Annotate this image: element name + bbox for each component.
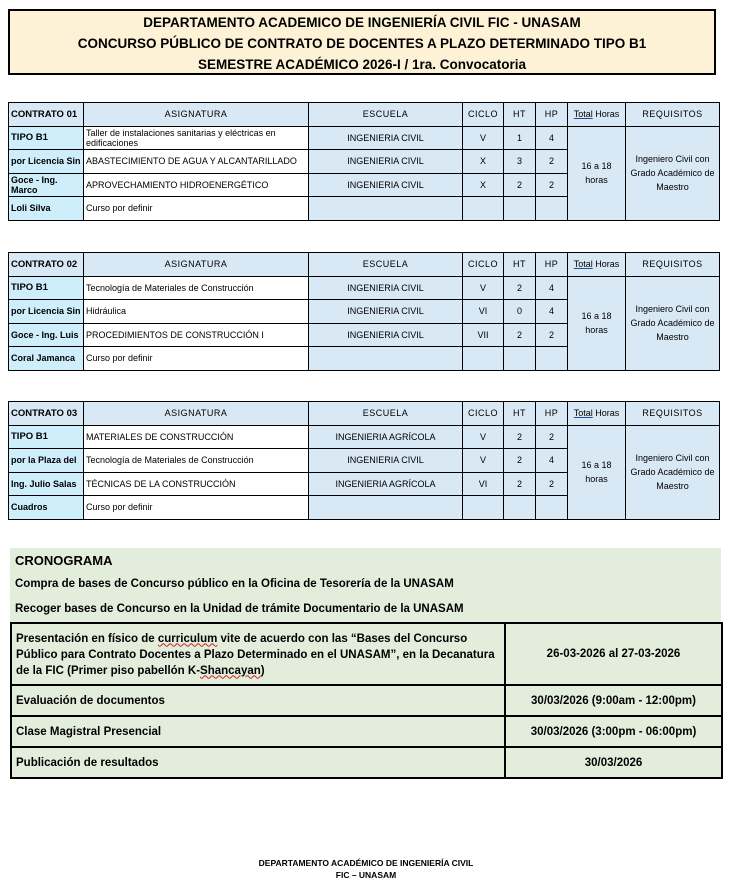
escuela-cell: INGENIERIA AGRÍCOLA xyxy=(309,472,463,496)
col-horas-word: Horas xyxy=(592,109,620,120)
table-row xyxy=(9,276,720,300)
schedule-date: 26-03-2026 al 27-03-2026 xyxy=(505,623,722,685)
escuela-cell: INGENIERIA CIVIL xyxy=(309,449,463,473)
col-escuela: ESCUELA xyxy=(309,253,463,277)
col-hp: HP xyxy=(536,402,568,426)
col-ht: HT xyxy=(504,253,536,277)
schedule-row xyxy=(11,623,722,685)
hp-cell: 4 xyxy=(536,449,568,473)
ciclo-cell: V xyxy=(463,449,504,473)
ht-cell xyxy=(504,197,536,221)
ciclo-cell: VI xyxy=(463,472,504,496)
col-total-word: Total xyxy=(573,109,593,120)
asignatura-cell: PROCEDIMIENTOS DE CONSTRUCCIÓN I xyxy=(84,323,309,347)
schedule-activity: Clase Magistral Presencial xyxy=(11,716,505,747)
ciclo-cell: X xyxy=(463,150,504,174)
header-line-2: CONCURSO PÚBLICO DE CONTRATO DE DOCENTES A PLAZO DETERMINADO TIPO B1 xyxy=(77,36,647,51)
ht-cell: 2 xyxy=(504,449,536,473)
contract-side-text: Goce - Ing. Luis xyxy=(9,323,84,347)
col-total-horas xyxy=(568,402,626,426)
requisitos-text: Ingeniero Civil con Grado Académico de Maestro xyxy=(626,276,720,370)
hp-cell: 4 xyxy=(536,300,568,324)
asignatura-cell: MATERIALES DE CONSTRUCCIÓN xyxy=(84,425,309,449)
schedule-date: 30/03/2026 (3:00pm - 06:00pm) xyxy=(505,716,722,747)
asignatura-cell: Taller de instalaciones sanitarias y eléctricas en edificaciones xyxy=(84,126,309,150)
hp-cell xyxy=(536,197,568,221)
ciclo-cell xyxy=(463,496,504,520)
ciclo-cell: V xyxy=(463,126,504,150)
asignatura-cell: ABASTECIMIENTO DE AGUA Y ALCANTARILLADO xyxy=(84,150,309,174)
ht-cell: 1 xyxy=(504,126,536,150)
col-ciclo: CICLO xyxy=(463,253,504,277)
asignatura-cell: TÉCNICAS DE LA CONSTRUCCIÓN xyxy=(84,472,309,496)
schedule-row xyxy=(11,747,722,778)
contract-side-text: por Licencia Sin xyxy=(9,300,84,324)
contract-table-3 xyxy=(8,401,720,520)
escuela-cell: INGENIERIA CIVIL xyxy=(309,300,463,324)
asignatura-cell: Hidráulica xyxy=(84,300,309,324)
col-ht: HT xyxy=(504,103,536,127)
col-horas-word: Horas xyxy=(592,259,620,270)
hp-cell: 4 xyxy=(536,126,568,150)
col-total-horas xyxy=(568,103,626,127)
ciclo-cell: V xyxy=(463,276,504,300)
total-hours: 16 a 18 horas xyxy=(568,425,626,519)
asignatura-cell: Curso por definir xyxy=(84,197,309,221)
ciclo-cell xyxy=(463,197,504,221)
hp-cell: 2 xyxy=(536,173,568,197)
contract-side-text: TIPO B1 xyxy=(9,126,84,150)
escuela-cell: INGENIERIA AGRÍCOLA xyxy=(309,425,463,449)
asignatura-cell: Tecnología de Materiales de Construcción xyxy=(84,449,309,473)
ht-cell: 2 xyxy=(504,323,536,347)
total-hours: 16 a 18 horas xyxy=(568,126,626,220)
col-ciclo: CICLO xyxy=(463,103,504,127)
activity-text-b: curriculum xyxy=(157,632,218,645)
escuela-cell: INGENIERIA CIVIL xyxy=(309,173,463,197)
escuela-cell: INGENIERIA CIVIL xyxy=(309,150,463,174)
escuela-cell xyxy=(309,197,463,221)
schedule-activity: Evaluación de documentos xyxy=(11,685,505,716)
col-requisitos: REQUISITOS xyxy=(626,103,720,127)
cronograma-line-1: Compra de bases de Concurso público en la Oficina de Tesorería de la UNASAM xyxy=(15,578,454,590)
col-total-horas xyxy=(568,253,626,277)
contract-label: CONTRATO 02 xyxy=(9,253,84,277)
ht-cell xyxy=(504,496,536,520)
footer-line-1: DEPARTAMENTO ACADÉMICO DE INGENIERÍA CIVIL xyxy=(258,858,474,868)
col-total-word: Total xyxy=(573,408,593,419)
contract-side-text: TIPO B1 xyxy=(9,276,84,300)
col-requisitos: REQUISITOS xyxy=(626,402,720,426)
table-header-row xyxy=(9,103,720,127)
footer-line-2: FIC – UNASAM xyxy=(335,870,397,880)
col-asignatura: ASIGNATURA xyxy=(84,402,309,426)
requisitos-text: Ingeniero Civil con Grado Académico de Maestro xyxy=(626,126,720,220)
table-row xyxy=(9,126,720,150)
activity-text-a: Presentación en físico de xyxy=(16,632,158,645)
hp-cell: 2 xyxy=(536,472,568,496)
ciclo-cell xyxy=(463,347,504,371)
contract-side-text: Goce - Ing. Marco xyxy=(9,173,84,197)
cronograma-section xyxy=(10,548,721,776)
escuela-cell: INGENIERIA CIVIL xyxy=(309,323,463,347)
hp-cell: 2 xyxy=(536,425,568,449)
contract-side-text: Loli Silva xyxy=(9,197,84,221)
activity-text-e: ) xyxy=(260,664,265,677)
contract-label: CONTRATO 03 xyxy=(9,402,84,426)
schedule-date: 30/03/2026 (9:00am - 12:00pm) xyxy=(505,685,722,716)
ciclo-cell: VI xyxy=(463,300,504,324)
contract-label: CONTRATO 01 xyxy=(9,103,84,127)
hp-cell: 2 xyxy=(536,323,568,347)
header-line-1: DEPARTAMENTO ACADEMICO DE INGENIERÍA CIVIL FIC - UNASAM xyxy=(143,15,581,30)
col-ciclo: CICLO xyxy=(463,402,504,426)
ht-cell: 0 xyxy=(504,300,536,324)
ht-cell xyxy=(504,347,536,371)
schedule-row xyxy=(11,716,722,747)
hp-cell: 2 xyxy=(536,150,568,174)
contract-side-text: por la Plaza del xyxy=(9,449,84,473)
table-header-row xyxy=(9,402,720,426)
schedule-row xyxy=(11,685,722,716)
escuela-cell: INGENIERIA CIVIL xyxy=(309,276,463,300)
document-header xyxy=(8,9,716,75)
col-asignatura: ASIGNATURA xyxy=(84,103,309,127)
ciclo-cell: X xyxy=(463,173,504,197)
escuela-cell xyxy=(309,347,463,371)
asignatura-cell: Curso por definir xyxy=(84,347,309,371)
ht-cell: 2 xyxy=(504,276,536,300)
contract-side-text: TIPO B1 xyxy=(9,425,84,449)
contract-side-text: por Licencia Sin xyxy=(9,150,84,174)
col-ht: HT xyxy=(504,402,536,426)
contract-side-text: Cuadros xyxy=(9,496,84,520)
ht-cell: 3 xyxy=(504,150,536,174)
schedule-activity xyxy=(11,623,505,685)
contract-table-2 xyxy=(8,252,720,371)
ht-cell: 2 xyxy=(504,173,536,197)
col-hp: HP xyxy=(536,103,568,127)
col-total-word: Total xyxy=(573,259,593,270)
activity-text-c: vite de acuerdo con las “Bases del Concurso Público para Contrato Docentes a Plazo Determinado en el UNASAM”, en la Decanatura de la FIC (Primer piso pabellón K- xyxy=(16,632,495,677)
asignatura-cell: APROVECHAMIENTO HIDROENERGÉTICO xyxy=(84,173,309,197)
header-line-3: SEMESTRE ACADÉMICO 2026-I / 1ra. Convocatoria xyxy=(197,57,527,72)
col-escuela: ESCUELA xyxy=(309,402,463,426)
contract-side-text: Ing. Julio Salas xyxy=(9,472,84,496)
hp-cell xyxy=(536,496,568,520)
total-hours: 16 a 18 horas xyxy=(568,276,626,370)
escuela-cell xyxy=(309,496,463,520)
ht-cell: 2 xyxy=(504,425,536,449)
requisitos-text: Ingeniero Civil con Grado Académico de Maestro xyxy=(626,425,720,519)
schedule-activity: Publicación de resultados xyxy=(11,747,505,778)
hp-cell xyxy=(536,347,568,371)
col-hp: HP xyxy=(536,253,568,277)
escuela-cell: INGENIERIA CIVIL xyxy=(309,126,463,150)
table-header-row xyxy=(9,253,720,277)
document-footer xyxy=(0,857,732,881)
asignatura-cell: Curso por definir xyxy=(84,496,309,520)
activity-text-d: Shancayan xyxy=(200,664,261,677)
hp-cell: 4 xyxy=(536,276,568,300)
col-escuela: ESCUELA xyxy=(309,103,463,127)
ciclo-cell: VII xyxy=(463,323,504,347)
schedule-date: 30/03/2026 xyxy=(505,747,722,778)
ciclo-cell: V xyxy=(463,425,504,449)
ht-cell: 2 xyxy=(504,472,536,496)
cronograma-line-2: Recoger bases de Concurso en la Unidad de trámite Documentario de la UNASAM xyxy=(15,603,464,615)
asignatura-cell: Tecnología de Materiales de Construcción xyxy=(84,276,309,300)
table-row xyxy=(9,425,720,449)
cronograma-title: CRONOGRAMA xyxy=(15,553,113,568)
schedule-table xyxy=(10,622,723,779)
contract-table-1 xyxy=(8,102,720,221)
col-asignatura: ASIGNATURA xyxy=(84,253,309,277)
col-horas-word: Horas xyxy=(592,408,620,419)
contract-side-text: Coral Jamanca xyxy=(9,347,84,371)
col-requisitos: REQUISITOS xyxy=(626,253,720,277)
